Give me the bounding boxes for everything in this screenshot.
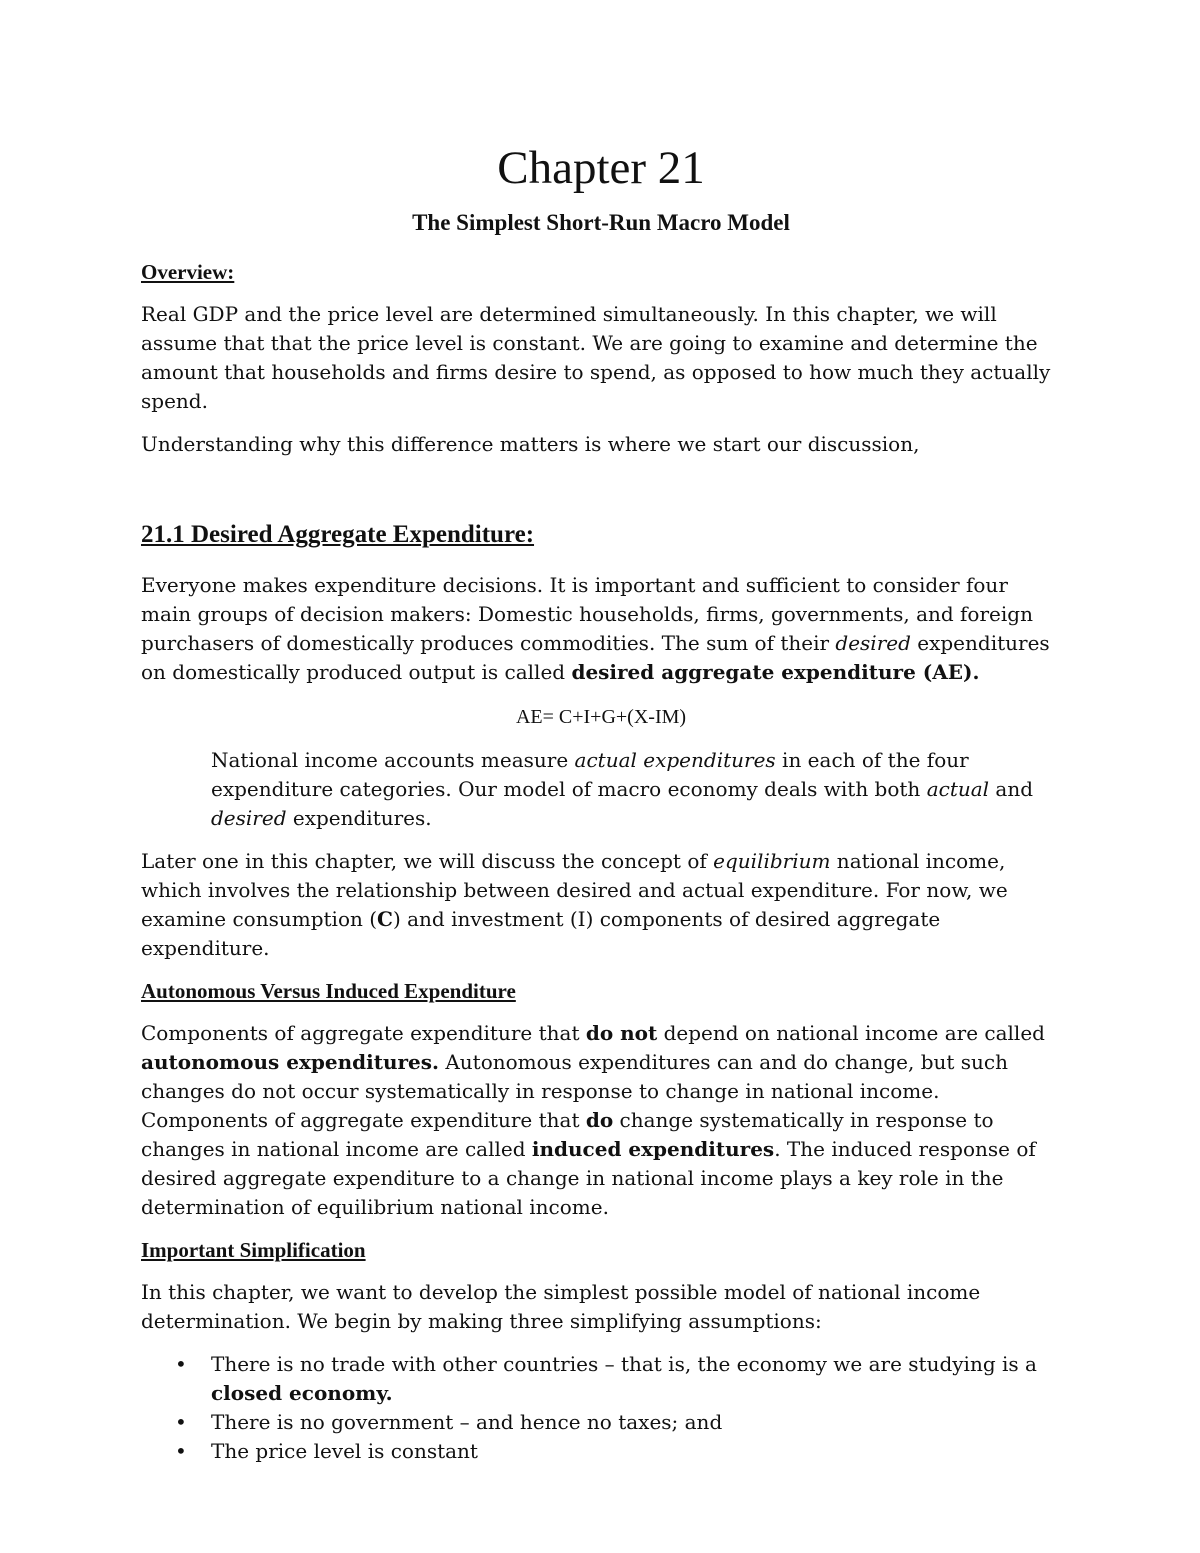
simplification-paragraph: In this chapter, we want to develop the simplest possible model of national income determination. We begin by making three simplifying assumptions: [141,1280,981,1333]
overview-paragraph-1: Real GDP and the price level are determined simultaneously. In this chapter, we will assume that that the price level is constant. We are going to examine and determine the amount that households and firms desire to spend, as opposed to how much they actually spend. [141,302,1051,413]
indented-paragraph: National income accounts measure actual expenditures in each of the four expenditure categories. Our model of macro economy deals with both actual and desired expenditures. [211,748,1034,830]
assumptions-list [141,1350,1061,1466]
chapter-title: Chapter 21 [497,142,705,194]
list-item: • The price level is constant [141,1437,1061,1466]
overview-label: Overview: [141,260,235,284]
bullet-icon: • [175,1410,187,1434]
overview-paragraph-2: Understanding why this difference matters is where we start our discussion, [141,432,920,456]
section-heading: 21.1 Desired Aggregate Expenditure: [141,521,535,548]
list-item: • There is no trade with other countries – that is, the economy we are studying is a closed economy. [175,1352,1037,1405]
autonomous-paragraph: Components of aggregate expenditure that do not depend on national income are called autonomous expenditures. Autonomous expenditures can and do change, but such changes do not occur systematically in response to change in national income. Components of aggregate expenditure that do change systematically in response to changes in national income are called induced expenditures. The induced response of desired aggregate expenditure to a change in national income plays a key role in the determination of equilibrium national income. [141,1021,1045,1219]
chapter-subtitle: The Simplest Short-Run Macro Model [412,210,790,235]
emphasis-desired: desired [835,631,911,655]
bullet-icon: • [175,1352,187,1376]
section-paragraph-2: Later one in this chapter, we will discuss the concept of equilibrium national income, which involves the relationship between desired and actual expenditure. For now, we examine consumption (C) and investment (I) components of desired aggregate expenditure. [141,849,1008,960]
document-page [141,140,1061,1466]
simplification-label: Important Simplification [141,1238,366,1262]
autonomous-label: Autonomous Versus Induced Expenditure [141,979,516,1003]
list-item: • There is no government – and hence no taxes; and [141,1408,1061,1437]
bullet-icon: • [175,1439,187,1463]
section-paragraph-1: Everyone makes expenditure decisions. It is important and sufficient to consider four main groups of decision makers: Domestic households, firms, governments, and foreign purchasers of domestically produces commodities. The sum of their desired expenditures on domestically produced output is called desired aggregate expenditure (AE). [141,573,1050,684]
term-desired-aggregate-expenditure: desired aggregate expenditure (AE). [571,660,980,684]
ae-equation: AE= C+I+G+(X-IM) [515,706,687,728]
